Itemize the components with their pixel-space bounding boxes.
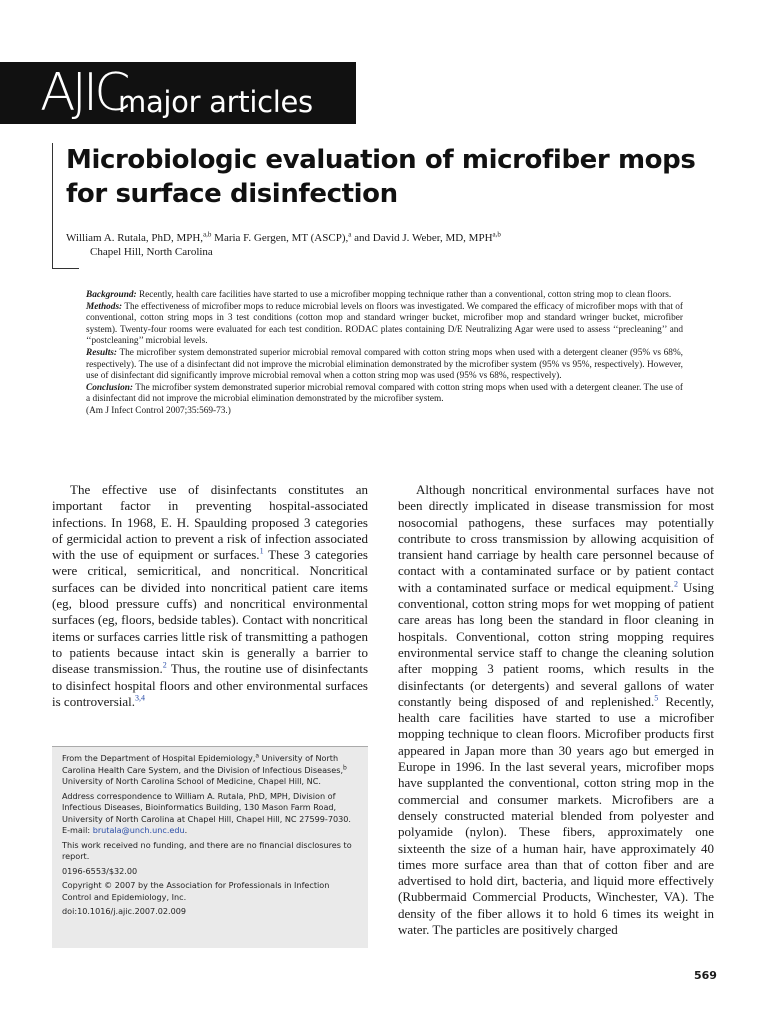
footnote-doi[interactable]: doi:10.1016/j.ajic.2007.02.009	[62, 906, 187, 916]
page-number: 569	[694, 969, 717, 982]
reference-link[interactable]: 1	[259, 546, 264, 556]
author-name: David J. Weber, MD, MPH	[372, 232, 493, 244]
author-affiliation-mark: a,b	[203, 230, 212, 239]
affiliation-mark: a	[255, 752, 260, 760]
abstract-label: Methods:	[86, 301, 123, 312]
article-title: Microbiologic evaluation of microfiber mops for surface disinfection	[66, 145, 696, 209]
footnote-text: From the Department of Hospital Epidemiology,	[62, 753, 256, 763]
reference-link[interactable]: 3,4	[135, 693, 146, 703]
journal-banner	[0, 62, 356, 124]
abstract-background	[86, 290, 683, 302]
footnote-funding: This work received no funding, and there are no financial disclosures to report.	[62, 839, 352, 861]
reference-link[interactable]: 5	[654, 693, 659, 703]
abstract-text: The microfiber system demonstrated superior microbial removal compared with cotton string mops when used with a detergent cleaner. The use of a disinfectant did not improve the microbial elimination demonstrated by the microfiber system.	[86, 382, 683, 405]
abstract-label: Conclusion:	[86, 382, 134, 393]
footnote-affiliations	[62, 753, 360, 788]
abstract-citation: (Am J Infect Control 2007;35:569-73.)	[86, 405, 231, 416]
abstract-text: The microfiber system demonstrated superior microbial removal compared with cotton string mops when used with a detergent cleaner (95% vs 68%, respectively). The use of a disinfectant did not improve the microbial elimination demonstrated by the microfiber system (95% vs 95%, respectively). However, use of disinfectant did significantly improve microbial removal when a cotton string mop was used (95% vs 68%, respectively).	[86, 347, 684, 382]
body-text: These 3 categories were critical, semicritical, and noncritical. Noncritical surfaces can be divided into noncritical patient care items (eg, blood pressure cuffs) and noncritical environmental surfaces (eg, floors, bedside tables). Contact with noncritical items or surfaces carries little risk of transmitting a pathogen to patients because intact skin is generally a barrier to disease transmission.	[52, 547, 368, 677]
body-paragraph	[398, 482, 714, 938]
footnote-text: Address correspondence to William A. Rutala, PhD, MPH, Division of Infectious Diseases, Bioinformatics Building, 130 Mason Farm Road, University of North Carolina at Chapel Hill, Chapel Hill, NC 27599-7030. E-mail:	[62, 790, 351, 835]
body-paragraph	[52, 482, 368, 710]
abstract-label: Background:	[86, 290, 137, 300]
abstract-text: The effectiveness of microfiber mops to reduce microbial levels on floors was investigated. We compared the efficacy of microfiber mops with that of conventional, cotton string mops in 3 test conditions (cotton mop and standard wringer bucket, microfiber mop and standard wringer bucket, microfiber system). Twenty-four rooms were evaluated for each test condition. RODAC plates containing D/E Neutralizing Agar were used to assess ‘‘precleaning’’ and ‘‘postcleaning’’ microbial levels.	[86, 301, 684, 347]
footnote-issn: 0196-6553/$32.00	[62, 865, 138, 876]
abstract-results	[86, 348, 683, 383]
body-text: Although noncritical environmental surfaces have not been directly implicated in disease transmission for most nosocomial pathogens, these surfaces may potentially contribute to cross transmission by allowing acquisition of transient hand carriage by health care personnel because of contact with a contaminated surface or by patient contact with a contaminated surface or medical equipment.	[398, 482, 714, 595]
abstract-label: Results:	[86, 347, 117, 358]
author-affiliation-mark: a	[348, 230, 352, 239]
abstract-conclusion	[86, 383, 683, 406]
footnote-correspondence	[62, 791, 360, 837]
abstract-text: Recently, health care facilities have started to use a microfiber mopping technique rather than a conventional, cotton string mop to clean floors.	[138, 290, 672, 300]
article-footnote-box	[52, 746, 368, 948]
reference-link[interactable]: 2	[674, 579, 679, 589]
body-text: Using conventional, cotton string mops for wet mopping of patient care areas has long been the standard in floor cleaning in hospitals. Conventional, cotton string mopping requires environmental service staff to change the cleaning solution after mopping 3 patient rooms, which results in the disinfectants (or detergents) and several gallons of water constantly being disposed of and replenished.	[398, 579, 714, 709]
body-text: The effective use of disinfectants constitutes an important factor in preventing hospital-associated infections. In 1968, E. H. Spaulding proposed 3 categories of germicidal action to prevent a risk of infection associated with the use of equipment or surfaces.	[52, 482, 368, 563]
abstract	[86, 290, 683, 418]
title-rule-horizontal	[52, 268, 79, 269]
body-text: Thus, the routine use of disinfectants to disinfect hospital floors and other environmental surfaces is controversial.	[52, 661, 368, 709]
footnote-text: .	[184, 825, 188, 835]
body-column-left	[52, 482, 368, 710]
body-column-right	[398, 482, 714, 938]
journal-logo: AJIC	[40, 63, 127, 123]
reference-link[interactable]: 2	[162, 660, 167, 670]
author-name: William A. Rutala, PhD, MPH,	[66, 232, 204, 244]
author-separator: and	[351, 232, 373, 244]
abstract-methods	[86, 302, 683, 348]
section-label: major articles	[118, 85, 313, 119]
footnote-text: University of North Carolina Health Care System, and the Division of Infectious Diseases,	[62, 753, 344, 775]
author-name: Maria F. Gergen, MT (ASCP),	[214, 232, 349, 244]
body-text: Recently, health care facilities have started to use a microfiber mopping technique to clean floors. Microfiber products first appeared in Japan more than 30 years ago but emerged in Europe in 1996. In the last several years, microfiber mops have supplanted the conventional, cotton string mop in the commercial and consumer markets. Microfibers are a densely constructed material blended from polyester and polyamide (nylon). These fibers, approximately one sixteenth the size of a human hair, have approximately 40 times more surface area than that of cotton fiber and are advertised to hold dirt, bacteria, and liquid more effectively (Rubbermaid Commercial Products, Winchester, VA). The density of the fiber allows it to hold 6 times its weight in water. The particles are positively charged	[398, 693, 714, 938]
footnote-copyright: Copyright © 2007 by the Association for Professionals in Infection Control and Epidemiology, Inc.	[62, 880, 330, 902]
affiliation-mark: b	[343, 763, 347, 771]
email-link[interactable]: brutala@unch.unc.edu	[92, 825, 185, 835]
author-location: Chapel Hill, North Carolina	[90, 246, 213, 258]
footnote-text: University of North Carolina School of Medicine, Chapel Hill, NC.	[62, 776, 321, 786]
title-rule-vertical	[52, 143, 53, 269]
author-affiliation-mark: a,b	[492, 230, 501, 239]
